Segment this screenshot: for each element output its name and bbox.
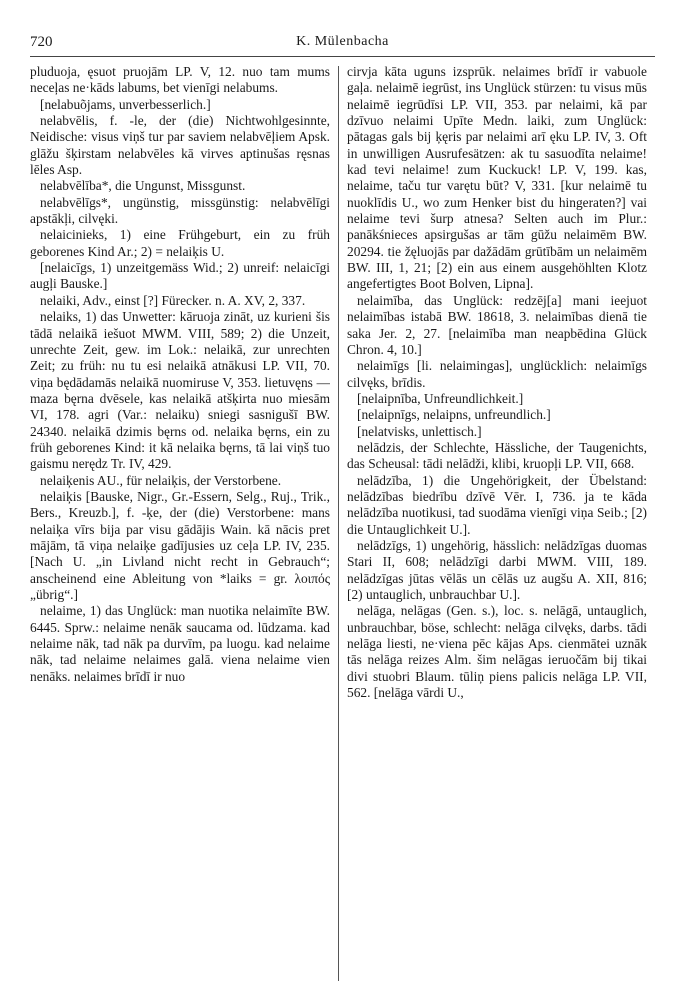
right-column <box>347 64 647 984</box>
entry-nelaikenis: nelaiķenis AU., für nelaiķis, der Verstorbene. <box>40 472 282 488</box>
entry-nelaicinieks: nelaicinieks, 1) eine Frühgeburt, ein zu früh geborenes Kind Ar.; 2) = nelaiķis U. <box>30 227 330 259</box>
entry-nelaikis: nelaiķis [Bauske, Nigr., Gr.-Essern, Selg., Ruj., Trik., Bers., Kreuzb.], f. -ķe, der (die) Verstorbene: mans nelaiķa vīrs bija par visu gādājis Wain. kā nācis pret mājām, tā viņa nelaiķe gadījusies uz ceļa LP. IV, 235. [Nach U. „in Livland nicht recht in Gebrauch“; anscheinend eine Ableitung von *laiks = gr. λοιπός „übrig“.] <box>30 488 330 602</box>
entry-nelabveligs: nelabvēlīgs*, ungünstig, missgünstig: nelabvēlīgi apstākļi, cilvęki. <box>30 194 330 227</box>
entry-nelaicigs: [nelaicīgs, 1) unzeitgemäss Wid.; 2) unreif: nelaicīgi augļi Bauske.] <box>30 260 330 292</box>
entry-nelaime: nelaime, 1) das Unglück: man nuotika nelaimīte BW. 6445. Sprw.: nelaime nenāk saucama od. lūdzama. kad nelaime nāk, tad nāk pa durvīm, pa luogu. kad nelaime nāk, tad nelaime nelaimes galā. viena nelaime vien nenāks. nelaimes brīdī ir nuo <box>30 603 330 684</box>
entry-nelabuojams: [nelabuõjams, unverbesserlich.] <box>40 96 211 112</box>
entry-nelaiks: nelaiks, 1) das Unwetter: kāruoja zināt, uz kurieni šis tādā nelaikā iešuot MWM. VIII, 589; 2) die Unzeit, unrechte Zeit, gew. im Lok.: nelaikā, zur unrechten Zeit; zu früh: nu tu esi nelaikā atnākusi LP. VII, 70. viņa będādamās nelaikā nuomiruse V, 353. lietuvęns — maza bęrna dvēsele, kas nelaikā atšķirta nuo miesām VI, 178. agri (Var.: nelaiku) sniegi sasnigušī BW. 24340. nelaikā dzimis bęrns od. nelaika bęrns, ein zu früh geborenes Kind: it kā nelaika bęrns, tā lai viņš tuo gaismu nerędz Tr. IV, 429. <box>30 309 330 472</box>
entry-neladzigs: nelādzīgs, 1) ungehörig, hässlich: nelādzīgas duomas Stari II, 608; nelādzīgi darbi MWM. VIII, 189. nelādzīgas jūtas vēlās un cēlās uz augšu A. XII, 816; [2) untauglich, unbrauchbar U.]. <box>347 537 647 602</box>
entry-nelaimiba: nelaimība, das Unglück: redzēj[a] mani ieejuot nelaimības istabā BW. 18618, 3. nelaimības dienā tie saka Jer. 2, 27. [nelaimība man neapbēdina Glück Chron. 4, 10.] <box>347 292 647 357</box>
entry-neladzis: nelādzis, der Schlechte, Hässliche, der Taugenichts, das Scheusal: tādi nelādži, klibi, kruopļi LP. VII, 668. <box>347 439 647 472</box>
running-head: K. Mülenbacha <box>296 34 389 49</box>
left-column <box>30 64 330 984</box>
entry-nelaipnigs: [nelaipnīgs, nelaipns, unfreundlich.] <box>357 407 551 423</box>
column-divider <box>338 66 339 981</box>
entry-nelabveliba: nelabvēlība*, die Ungunst, Missgunst. <box>40 178 246 194</box>
page-number: 720 <box>30 34 53 50</box>
entry-neladziba: nelādzība, 1) die Ungehörigkeit, der Übelstand: nelādzības biedrību dzīvē Vēr. I, 736. ja te kāda nelādzība nuotikusi, tad suodāma vienīgi viņa Seib.; [2) die Untauglichkeit U.]. <box>347 472 647 537</box>
entry-nelaime-continued: cirvja kāta uguns izsprūk. nelaimes brīdī ir vabuole gaļa. nelaimē iegrūst, ins Unglück stürzen: tu visus mūs nelaimē iegrūdīsi LP. VII, 353. par nelaimi, kā par dzīvuo nelaimi Upīte Medn. laiki, zum Unglück: pātagas gals bij ķęris par nelaimi arī ęku LP. IV, 3. Oft in unwilligen Ausrufesätzen: ak tu sasuodīta nelaime! kad tevi nelaime! zum Kuckuck! LP. V, 199. kas, nelaime, taču tur varętu būt? V, 331. [kur nelaimē tu nuoklīdis U., wo zum Henker bist du hingeraten?] vai nelaime tevi šurp atnesa? Selten auch im Plur.: panākśnieces apsirgušas ar tām gūžu nelaimēm BW. 20294. tie žęluojās par dažādām grūtībām un nelaimēm BW. III, 1, 21; [2) ein aus einem ausgehöhlten Klotz angefertigtes Boot Bolven, Lipna]. <box>347 64 647 292</box>
entry-nelabvelis: nelabvēlis, f. -le, der (die) Nichtwohlgesinnte, Neidische: visus viņš tur par saviem nelabvēļiem Apsk. glāžu šķirstam nelabvēles kā virves aptinušas ręsnas lēles Asp. <box>30 113 330 178</box>
entry-continuation: pluduoja, ęsuot pruojām LP. V, 12. nuo tam mums neceļas ne·kāds labums, bet vienīgi nelabums. <box>30 64 330 96</box>
page-header <box>30 30 655 57</box>
entry-nelaipniba: [nelaipnība, Unfreundlichkeit.] <box>357 390 524 406</box>
entry-nelaga: nelāga, nelāgas (Gen. s.), loc. s. nelāgā, untauglich, unbrauchbar, böse, schlecht: nelāga cilvęks, darbs. tādi nelāga liesti, ne·viena pēc kājas Aps. cienmātei uznāk tās nelāga reizes Alm. šim nelāgas ieruočām bij tikai divi stuobri Blaum. tūliņ piens palicis nelāga LP. VII, 562. [nelāga vārdi U., <box>347 603 647 701</box>
entry-nelaiki: nelaiki, Adv., einst [?] Fürecker. n. A. XV, 2, 337. <box>40 292 306 308</box>
entry-nelaimigs: nelaimīgs [li. nelaimingas], unglücklich: nelaimīgs cilvęks, brīdis. <box>347 358 647 390</box>
entry-nelatvisks: [nelatvisks, unlettisch.] <box>357 423 482 439</box>
